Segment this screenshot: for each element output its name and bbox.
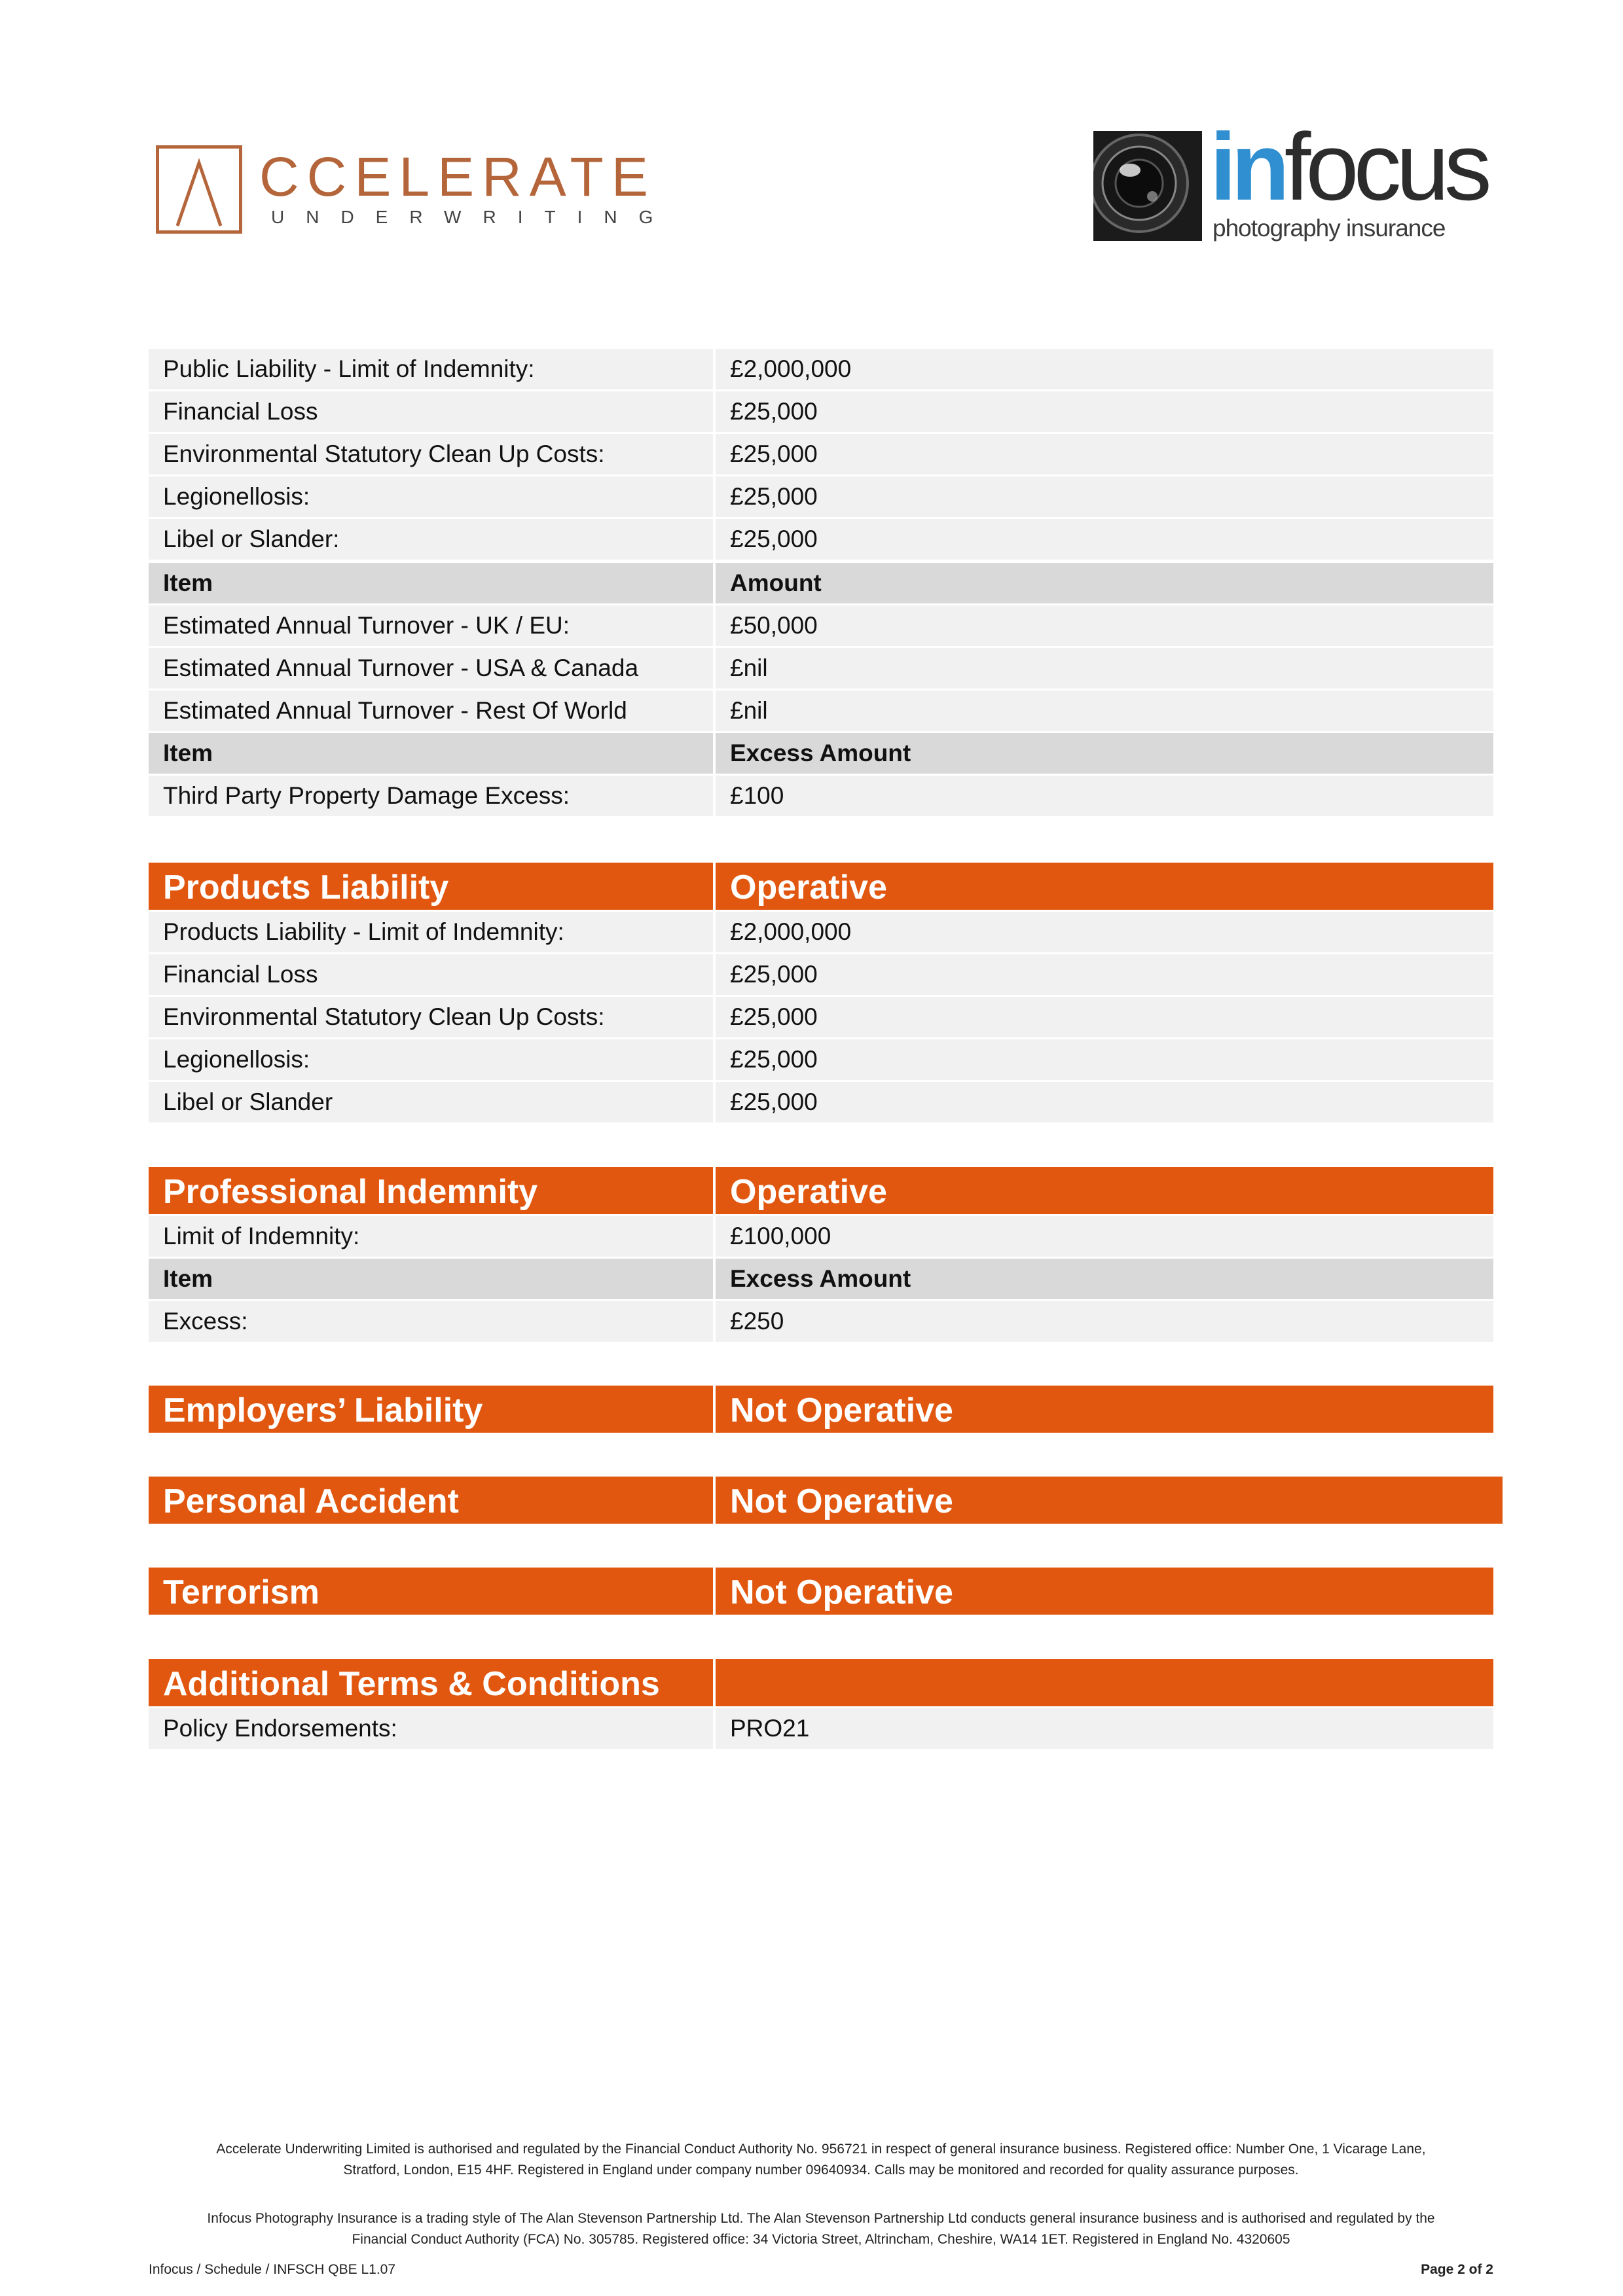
accelerate-logo-mark — [156, 145, 242, 234]
page-number: Page 2 of 2 — [1421, 2262, 1493, 2277]
table-row — [149, 776, 1493, 816]
row-label: Limit of Indemnity: — [149, 1216, 713, 1257]
row-label: Products Liability - Limit of Indemnity: — [149, 912, 713, 952]
row-value: £nil — [716, 648, 1493, 689]
table-row — [149, 605, 1493, 646]
table-row — [149, 391, 1493, 432]
public-liability-table — [149, 349, 1493, 562]
section-status — [716, 1659, 1493, 1706]
footer-infocus-disclaimer — [149, 2208, 1493, 2250]
additional-terms-section — [149, 1659, 1493, 1751]
row-label: Environmental Statutory Clean Up Costs: — [149, 997, 713, 1037]
footer-accelerate-disclaimer — [149, 2139, 1493, 2181]
column-header-excess-amount: Excess Amount — [716, 733, 1493, 774]
infocus-word-focus: focus — [1284, 113, 1487, 220]
table-header-row — [149, 563, 1493, 603]
table-header-row — [149, 1259, 1493, 1299]
section-title: Additional Terms & Conditions — [149, 1659, 713, 1706]
table-row — [149, 912, 1493, 952]
table-row — [149, 691, 1493, 731]
infocus-tagline: photography insurance — [1213, 215, 1446, 242]
section-title: Products Liability — [149, 863, 713, 910]
document-reference: Infocus / Schedule / INFSCH QBE L1.07 — [149, 2262, 396, 2277]
row-label: Legionellosis: — [149, 476, 713, 517]
footer-line: Accelerate Underwriting Limited is authorised and regulated by the Financial Conduct Authority No. 956721 in respect of general insurance business. Registered office: Number One, 1 Vicarage Lane, — [216, 2142, 1426, 2157]
personal-accident-section — [149, 1477, 1503, 1526]
row-label: Estimated Annual Turnover - USA & Canada — [149, 648, 713, 689]
table-row — [149, 476, 1493, 517]
section-title: Terrorism — [149, 1568, 713, 1615]
section-status: Not Operative — [716, 1386, 1493, 1433]
row-value: £25,000 — [716, 476, 1493, 517]
row-label: Third Party Property Damage Excess: — [149, 776, 713, 816]
column-header-item: Item — [149, 1259, 713, 1299]
table-row — [149, 519, 1493, 560]
row-label: Financial Loss — [149, 391, 713, 432]
row-value: PRO21 — [716, 1708, 1493, 1749]
row-label: Legionellosis: — [149, 1039, 713, 1080]
row-label: Libel or Slander — [149, 1082, 713, 1122]
section-header — [149, 1477, 1503, 1524]
column-header-item: Item — [149, 563, 713, 603]
table-row — [149, 954, 1493, 995]
column-header-amount: Amount — [716, 563, 1493, 603]
row-value: £25,000 — [716, 997, 1493, 1037]
column-header-excess-amount: Excess Amount — [716, 1259, 1493, 1299]
row-label: Libel or Slander: — [149, 519, 713, 560]
row-value: £25,000 — [716, 391, 1493, 432]
table-row — [149, 648, 1493, 689]
row-value: £100,000 — [716, 1216, 1493, 1257]
section-status: Not Operative — [716, 1477, 1503, 1524]
row-value: £nil — [716, 691, 1493, 731]
terrorism-section — [149, 1568, 1493, 1617]
table-row — [149, 1301, 1493, 1342]
table-header-row — [149, 733, 1493, 774]
camera-lens-icon — [1093, 131, 1202, 241]
table-row — [149, 349, 1493, 389]
employers-liability-section — [149, 1386, 1493, 1435]
section-header — [149, 1659, 1493, 1706]
products-liability-section — [149, 863, 1493, 1124]
public-liability-excess-table — [149, 733, 1493, 818]
section-status: Not Operative — [716, 1568, 1493, 1615]
infocus-logo — [1093, 113, 1499, 249]
table-row — [149, 1216, 1493, 1257]
section-header — [149, 1386, 1493, 1433]
footer-line: Financial Conduct Authority (FCA) No. 305785. Registered office: 34 Victoria Street, Altrincham, Cheshire, WA14 1ET. Registered in England No. 4320605 — [352, 2232, 1290, 2247]
section-header — [149, 1568, 1493, 1615]
section-status: Operative — [716, 863, 1493, 910]
row-value: £50,000 — [716, 605, 1493, 646]
section-title: Personal Accident — [149, 1477, 713, 1524]
row-value: £250 — [716, 1301, 1493, 1342]
row-value: £100 — [716, 776, 1493, 816]
row-label: Estimated Annual Turnover - Rest Of World — [149, 691, 713, 731]
footer-line: Infocus Photography Insurance is a trading style of The Alan Stevenson Partnership Ltd. The Alan Stevenson Partnership Ltd conducts general insurance business and is authorised and regulated by the — [207, 2211, 1435, 2226]
infocus-wordmark — [1210, 113, 1487, 220]
section-header — [149, 863, 1493, 910]
turnover-table — [149, 563, 1493, 733]
footer-line: Stratford, London, E15 4HF. Registered in England under company number 09640934. Calls may be monitored and recorded for quality assurance purposes. — [343, 2162, 1299, 2178]
row-value: £25,000 — [716, 519, 1493, 560]
table-row — [149, 1039, 1493, 1080]
row-value: £25,000 — [716, 954, 1493, 995]
table-row — [149, 1708, 1493, 1749]
row-value: £2,000,000 — [716, 349, 1493, 389]
row-label: Excess: — [149, 1301, 713, 1342]
accelerate-logo-title: CCELERATE — [259, 146, 656, 207]
professional-indemnity-section — [149, 1167, 1493, 1344]
row-label: Financial Loss — [149, 954, 713, 995]
accelerate-logo-subtitle: UNDERWRITING — [271, 207, 675, 227]
row-label: Public Liability - Limit of Indemnity: — [149, 349, 713, 389]
row-value: £25,000 — [716, 434, 1493, 475]
section-title: Employers’ Liability — [149, 1386, 713, 1433]
infocus-word-in: in — [1210, 113, 1285, 220]
accelerate-logo — [156, 145, 675, 237]
row-value: £25,000 — [716, 1039, 1493, 1080]
table-row — [149, 997, 1493, 1037]
column-header-item: Item — [149, 733, 713, 774]
row-label: Environmental Statutory Clean Up Costs: — [149, 434, 713, 475]
section-title: Professional Indemnity — [149, 1167, 713, 1214]
row-value: £2,000,000 — [716, 912, 1493, 952]
row-value: £25,000 — [716, 1082, 1493, 1122]
row-label: Estimated Annual Turnover - UK / EU: — [149, 605, 713, 646]
section-status: Operative — [716, 1167, 1493, 1214]
table-row — [149, 1082, 1493, 1122]
section-header — [149, 1167, 1493, 1214]
table-row — [149, 434, 1493, 475]
row-label: Policy Endorsements: — [149, 1708, 713, 1749]
